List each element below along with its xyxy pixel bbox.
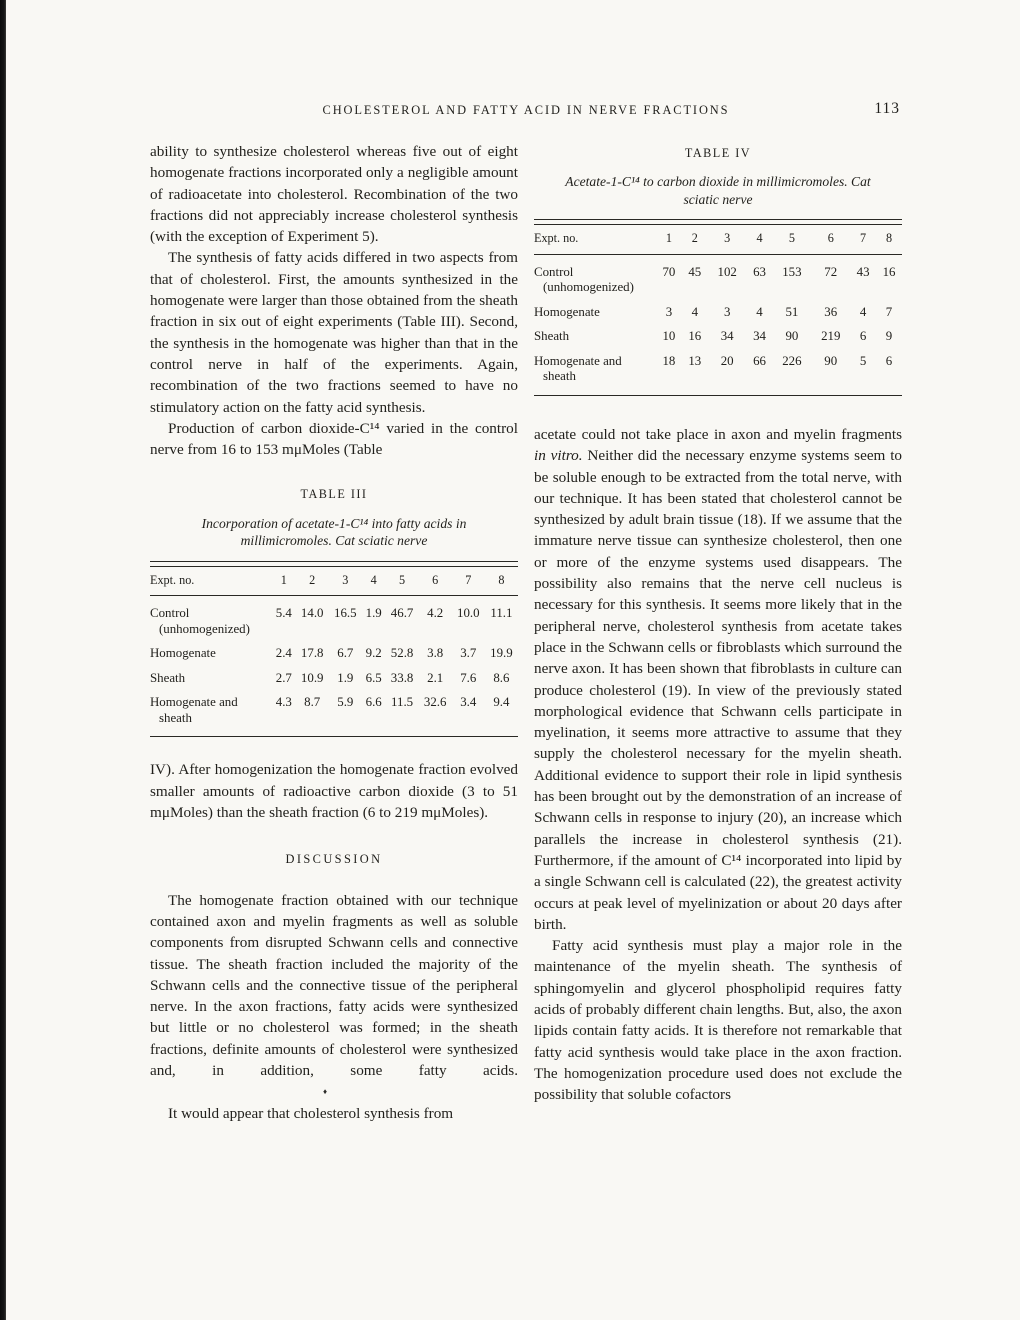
row-label-line2: (unhomogenized) bbox=[543, 280, 634, 295]
column-header: 1 bbox=[272, 567, 296, 596]
table-cell: 45 bbox=[688, 264, 702, 279]
table-cell: 9 bbox=[885, 329, 893, 344]
table-cell: 43 bbox=[856, 264, 870, 279]
row-label: Homogenate and sheath bbox=[534, 349, 656, 395]
table-iv bbox=[534, 143, 902, 396]
table-cell: 3.4 bbox=[460, 695, 477, 710]
left-column bbox=[150, 141, 518, 1124]
table-cell: 3.7 bbox=[460, 646, 477, 661]
table-cell: 6.6 bbox=[365, 695, 382, 710]
table-cell: 11.5 bbox=[391, 695, 414, 710]
table-cell: 219 bbox=[821, 329, 841, 344]
table-cell: 5.4 bbox=[275, 606, 292, 621]
table-cell: 72 bbox=[824, 264, 838, 279]
ink-blot-artifact: ♦ bbox=[323, 1087, 328, 1097]
paragraph-discussion-1 bbox=[150, 890, 518, 1103]
table-cell: 16.5 bbox=[334, 606, 357, 621]
table-cell: 6 bbox=[885, 353, 893, 368]
row-label-line2: sheath bbox=[159, 710, 192, 725]
table-cell: 7.6 bbox=[460, 670, 477, 685]
column-header: 2 bbox=[296, 567, 329, 596]
table-cell: 66 bbox=[753, 353, 766, 368]
table-header-row bbox=[150, 567, 518, 596]
table-cell: 16 bbox=[688, 329, 702, 344]
table-row bbox=[534, 300, 902, 325]
table-row bbox=[534, 349, 902, 395]
table-cell: 3 bbox=[723, 304, 731, 319]
table-cell: 16 bbox=[882, 264, 896, 279]
table-cell: 4 bbox=[756, 304, 763, 319]
scan-edge-artifact bbox=[0, 0, 6, 1320]
table-cell: 18 bbox=[662, 353, 676, 368]
table-cell: 52.8 bbox=[390, 646, 414, 661]
table-cell: 10.0 bbox=[457, 606, 480, 621]
table-cell: 153 bbox=[782, 264, 802, 279]
table-cell: 9.4 bbox=[493, 695, 510, 710]
column-header: 8 bbox=[876, 225, 902, 254]
table-iv-grid bbox=[534, 225, 902, 395]
table-row bbox=[150, 666, 518, 691]
table-iv-title: TABLE IV bbox=[684, 146, 752, 160]
row-label: Control (unhomogenized) bbox=[534, 254, 656, 300]
column-header: 1 bbox=[656, 225, 682, 254]
page-content bbox=[150, 100, 903, 1124]
right-column bbox=[534, 141, 902, 1124]
paragraph-fatty-acid-synthesis: The synthesis of fatty acids differed in two aspects from that of cholesterol. First, the amounts synthesized in the homogenate were larger than those obtained from the sheath fraction in six out of eight experiments (Table III). Second, the synthesis in the homogenate was higher than that in the control nerve in half of the experiments. Again, recombination of the two fractions seemed to have no stimulatory action on the fatty acid synthesis. bbox=[150, 249, 518, 416]
table-cell: 3.8 bbox=[427, 646, 444, 661]
column-header: 4 bbox=[747, 225, 773, 254]
paragraph-acetate bbox=[534, 424, 902, 935]
column-header: 8 bbox=[485, 567, 518, 596]
paragraph-discussion-1-text: The homogenate fraction obtained with our technique contained axon and myelin fragments as well as soluble components from disrupted Schwann cells and connective tissue. The sheath fraction included the majority of the Schwann cells and the connective tissue of the peripheral nerve. In the axon fractions, fatty acids were synthesized but little or no cholesterol was formed; in the sheath fractions, definite amounts of cholesterol were synthesized and, in addition, some fatty acids. bbox=[150, 891, 518, 1079]
table-cell: 70 bbox=[662, 264, 676, 279]
two-column-body bbox=[150, 141, 902, 1124]
table-cell: 10.9 bbox=[300, 670, 324, 685]
table-cell: 51 bbox=[785, 304, 799, 319]
table-cell: 2.4 bbox=[275, 646, 292, 661]
table-cell: 4 bbox=[859, 304, 867, 319]
row-label: Control (unhomogenized) bbox=[150, 596, 272, 642]
table-cell: 20 bbox=[720, 353, 734, 368]
table-cell: 2.7 bbox=[275, 670, 292, 685]
table-cell: 4.2 bbox=[427, 606, 444, 621]
table-cell: 36 bbox=[824, 304, 838, 319]
table-cell: 3 bbox=[665, 304, 673, 319]
column-header-expt: Expt. no. bbox=[534, 225, 656, 254]
table-cell: 10 bbox=[662, 329, 676, 344]
table-cell: 90 bbox=[824, 353, 838, 368]
row-label: Sheath bbox=[534, 329, 570, 344]
table-cell: 5 bbox=[859, 353, 867, 368]
running-head bbox=[150, 100, 902, 121]
row-label: Sheath bbox=[150, 670, 186, 685]
page-number: 113 bbox=[874, 100, 900, 117]
table-cell: 90 bbox=[785, 329, 799, 344]
table-row bbox=[150, 596, 518, 642]
paragraph-carbon-dioxide: Production of carbon dioxide-C¹⁴ varied in the control nerve from 16 to 153 mμMoles (Table bbox=[150, 419, 518, 459]
row-label-line2: sheath bbox=[543, 369, 576, 384]
row-label: Homogenate and sheath bbox=[150, 690, 272, 736]
paragraph-acetate-pre: acetate could not take place in axon and myelin fragments bbox=[534, 425, 902, 443]
table-cell: 19.9 bbox=[490, 646, 513, 661]
table-iv-bottom-rule bbox=[534, 395, 902, 396]
row-label-line2: (unhomogenized) bbox=[159, 621, 250, 636]
column-header: 3 bbox=[329, 567, 362, 596]
table-cell: 11.1 bbox=[490, 606, 513, 621]
running-title: CHOLESTEROL AND FATTY ACID IN NERVE FRACTIONS bbox=[322, 103, 730, 117]
table-cell: 34 bbox=[753, 329, 766, 344]
table-cell: 63 bbox=[753, 264, 766, 279]
table-header-row bbox=[534, 225, 902, 254]
table-cell: 1.9 bbox=[337, 670, 354, 685]
table-cell: 4 bbox=[691, 304, 699, 319]
column-header: 6 bbox=[419, 567, 452, 596]
paragraph-continuation: ability to synthesize cholesterol whereas five out of eight homogenate fractions incorporated only a negligible amount of radioacetate into cholesterol. Recombination of the two fractions did not appreciably increase cholesterol synthesis (with the exception of Experiment 5). bbox=[150, 143, 518, 246]
table-iii-bottom-rule bbox=[150, 736, 518, 737]
table-cell: 226 bbox=[782, 353, 802, 368]
table-cell: 4.3 bbox=[275, 695, 292, 710]
table-cell: 6.5 bbox=[365, 670, 382, 685]
column-header: 4 bbox=[362, 567, 386, 596]
table-cell: 34 bbox=[720, 329, 734, 344]
table-iv-caption: Acetate-1-C¹⁴ to carbon dioxide in millimicromoles. Cat sciatic nerve bbox=[565, 174, 871, 207]
paragraph-acetate-post: Neither did the necessary enzyme systems seem to be soluble enough to be extracted from the total nerve, with our technique. It has been stated that cholesterol cannot be synthesized by adult brain tissue (18). If we assume that the immature nerve tissue can synthesize cholesterol, then one or more of the enzyme systems used disappears. The possibility also remains that the nerve cell nucleus is necessary for this synthesis. It seems more likely that in the peripheral nerve, cholesterol synthesis from acetate takes place in the Schwann cells or fibroblasts which surround the nerve axon. It has been shown that fibroblasts in culture can produce cholesterol (19). In view of the previously stated morphological evidence that Schwann cells participate in myelination, it seems more attractive to assume that they supply the cholesterol necessary for the myelin sheath. Additional evidence to support their role in lipid synthesis has been brought out by the demonstration of an increase of Schwann cells in response to injury (20), an increase which parallels the increase in cholesterol synthesis (21). Furthermore, if the amount of C¹⁴ incorporated into lipid by a single Schwann cell is calculated (22), the greatest activity occurs at peak level of myelinization or about 20 days after birth. bbox=[534, 447, 903, 933]
table-iii-title: TABLE III bbox=[300, 487, 368, 502]
table-cell: 33.8 bbox=[390, 670, 414, 685]
table-cell: 1.9 bbox=[365, 606, 382, 621]
table-cell: 6.7 bbox=[337, 646, 354, 661]
table-cell: 2.1 bbox=[427, 670, 444, 685]
column-header: 7 bbox=[452, 567, 485, 596]
table-cell: 5.9 bbox=[337, 695, 354, 710]
table-cell: 32.6 bbox=[423, 695, 447, 710]
table-cell: 14.0 bbox=[300, 606, 324, 621]
table-cell: 9.2 bbox=[365, 646, 382, 661]
paragraph-discussion-2: It would appear that cholesterol synthesis from bbox=[168, 1104, 454, 1122]
column-header: 2 bbox=[682, 225, 708, 254]
table-cell: 6 bbox=[859, 329, 867, 344]
table-cell: 8.6 bbox=[493, 670, 510, 685]
table-cell: 17.8 bbox=[300, 646, 324, 661]
table-row bbox=[534, 324, 902, 349]
table-row bbox=[150, 641, 518, 666]
table-cell: 13 bbox=[688, 353, 702, 368]
table-iii-grid bbox=[150, 567, 518, 737]
table-row bbox=[534, 254, 902, 300]
column-header: 6 bbox=[811, 225, 850, 254]
italic-phrase-in-vitro: in vitro. bbox=[534, 447, 583, 465]
table-iii bbox=[150, 484, 518, 737]
table-cell: 8.7 bbox=[304, 695, 321, 710]
column-header-expt: Expt. no. bbox=[150, 567, 272, 596]
paragraph-fatty-acid-role: Fatty acid synthesis must play a major role in the maintenance of the myelin sheath. The synthesis of sphingomyelin and glycerol phospholipid requires fatty acids of probably different chain lengths. But, also, the axon lipids contain fatty acids. It is therefore not remarkable that fatty acid synthesis would take place in the axon fraction. The homogenization procedure used does not exclude the possibility that soluble cofactors bbox=[534, 937, 902, 1104]
discussion-heading: DISCUSSION bbox=[285, 852, 383, 867]
column-header: 5 bbox=[386, 567, 419, 596]
row-label: Homogenate bbox=[534, 304, 600, 319]
row-label: Homogenate bbox=[150, 646, 216, 661]
paragraph-table-iv-reference: IV). After homogenization the homogenate fraction evolved smaller amounts of radioactive carbon dioxide (3 to 51 mμMoles) than the sheath fraction (6 to 219 mμMoles). bbox=[150, 761, 518, 822]
table-row bbox=[150, 690, 518, 736]
table-cell: 46.7 bbox=[390, 606, 414, 621]
table-cell: 102 bbox=[717, 264, 737, 279]
table-cell: 7 bbox=[885, 304, 893, 319]
column-header: 5 bbox=[772, 225, 811, 254]
column-header: 3 bbox=[708, 225, 747, 254]
table-iii-caption: Incorporation of acetate-1-C¹⁴ into fatty acids in millimicromoles. Cat sciatic nerve bbox=[201, 515, 467, 549]
column-header: 7 bbox=[850, 225, 876, 254]
